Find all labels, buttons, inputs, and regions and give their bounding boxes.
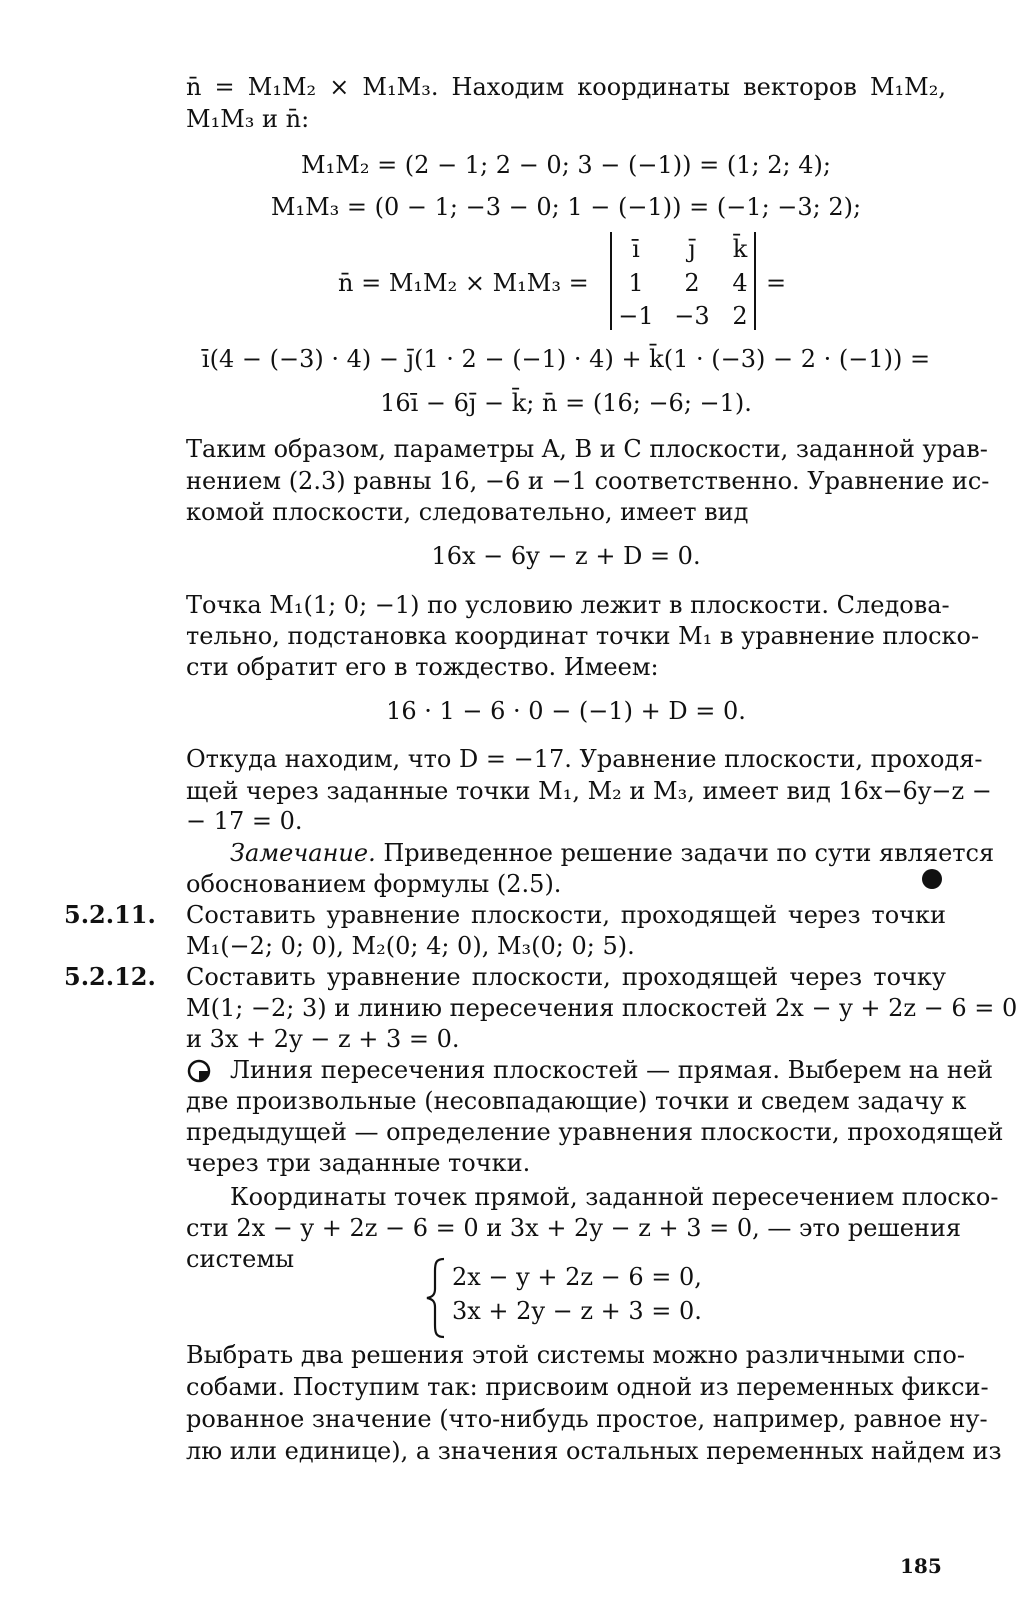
determinant-cell: ī	[632, 235, 640, 263]
text-line: сти обратит его в тождество. Имеем:	[186, 653, 659, 681]
equation-plane-general: 16x − 6y − z + D = 0.	[431, 542, 701, 570]
end-of-solution-icon	[922, 869, 942, 889]
determinant-cell: 1	[628, 269, 644, 297]
equation-cross-product: n̄ = M₁M₂ × M₁M₃ =	[338, 269, 589, 297]
equation-normal-vector: 16ī − 6j̄ − k̄; n̄ = (16; −6; −1).	[380, 389, 752, 417]
text-line: нением (2.3) равны 16, −6 и −1 соответственно. Уравнение ис-	[186, 467, 990, 495]
remark-line	[230, 838, 995, 868]
determinant-cell: −1	[618, 302, 654, 330]
determinant-cell: 2	[732, 302, 748, 330]
page-number: 185	[900, 1554, 942, 1578]
text-line: и 3x + 2y − z + 3 = 0.	[186, 1025, 460, 1053]
equation-substitution: 16 · 1 − 6 · 0 − (−1) + D = 0.	[386, 697, 746, 725]
text-line: Таким образом, параметры A, B и C плоскости, заданной урав-	[186, 435, 988, 463]
determinant-cell: 4	[732, 269, 748, 297]
equation-m1m3: M₁M₃ = (0 − 1; −3 − 0; 1 − (−1)) = (−1; −3; 2);	[270, 193, 862, 221]
text-line: тельно, подстановка координат точки M₁ в уравнение плоско-	[186, 622, 980, 650]
text-line: сти 2x − y + 2z − 6 = 0 и 3x + 2y − z + 3 = 0, — это решения	[186, 1214, 962, 1242]
text-line: Координаты точек прямой, заданной пересечением плоско-	[230, 1183, 999, 1211]
system-brace	[424, 1257, 448, 1339]
text-line: Линия пересечения плоскостей — прямая. Выберем на ней	[230, 1056, 994, 1084]
text-line: M₁M₃ и n̄:	[186, 105, 310, 133]
system-equation: 2x − y + 2z − 6 = 0,	[452, 1263, 702, 1291]
text-line: щей через заданные точки M₁, M₂ и M₃, имеет вид 16x−6y−z −	[186, 777, 992, 805]
text-line: лю или единице), а значения остальных переменных найдем из	[186, 1437, 1002, 1465]
text-line: Выбрать два решения этой системы можно различными спо-	[186, 1341, 965, 1369]
text-line: обоснованием формулы (2.5).	[186, 870, 562, 898]
text-line: n̄ = M₁M₂ × M₁M₃. Находим координаты векторов M₁M₂,	[186, 73, 946, 101]
remark-label: Замечание.	[230, 839, 376, 867]
determinant-cell: −3	[674, 302, 710, 330]
system-equation: 3x + 2y − z + 3 = 0.	[452, 1297, 702, 1325]
text-line: комой плоскости, следовательно, имеет вид	[186, 498, 749, 526]
problem-number: 5.2.11.	[64, 900, 156, 929]
text-line: − 17 = 0.	[186, 807, 303, 835]
text-line: M₁(−2; 0; 0), M₂(0; 4; 0), M₃(0; 0; 5).	[186, 932, 635, 960]
problem-number: 5.2.12.	[64, 962, 156, 991]
determinant-cell: j̄	[688, 235, 696, 263]
solution-start-icon	[186, 1058, 212, 1084]
text-line: через три заданные точки.	[186, 1149, 531, 1177]
equation-equals: =	[766, 269, 787, 297]
equation-m1m2: M₁M₂ = (2 − 1; 2 − 0; 3 − (−1)) = (1; 2; 4);	[301, 151, 831, 179]
text-line: Составить уравнение плоскости, проходящей через точку	[186, 963, 946, 991]
remark-text: Приведенное решение задачи по сути является	[383, 839, 995, 867]
text-line: рованное значение (что-нибудь простое, например, равное ну-	[186, 1405, 988, 1433]
text-line: две произвольные (несовпадающие) точки и сведем задачу к	[186, 1087, 967, 1115]
text-line: системы	[186, 1245, 295, 1273]
text-line: собами. Поступим так: присвоим одной из переменных фикси-	[186, 1373, 989, 1401]
text-line: Откуда находим, что D = −17. Уравнение плоскости, проходя-	[186, 745, 983, 773]
determinant-cell: k̄	[732, 235, 748, 263]
equation-expansion: ī(4 − (−3) · 4) − j̄(1 · 2 − (−1) · 4) + k̄(1 · (−3) − 2 · (−1)) =	[201, 345, 931, 373]
determinant-cell: 2	[684, 269, 700, 297]
text-line: M(1; −2; 3) и линию пересечения плоскостей 2x − y + 2z − 6 = 0	[186, 994, 1018, 1022]
text-line: Составить уравнение плоскости, проходящей через точки	[186, 901, 946, 929]
text-line: Точка M₁(1; 0; −1) по условию лежит в плоскости. Следова-	[186, 591, 950, 619]
text-line: предыдущей — определение уравнения плоскости, проходящей	[186, 1118, 1004, 1146]
